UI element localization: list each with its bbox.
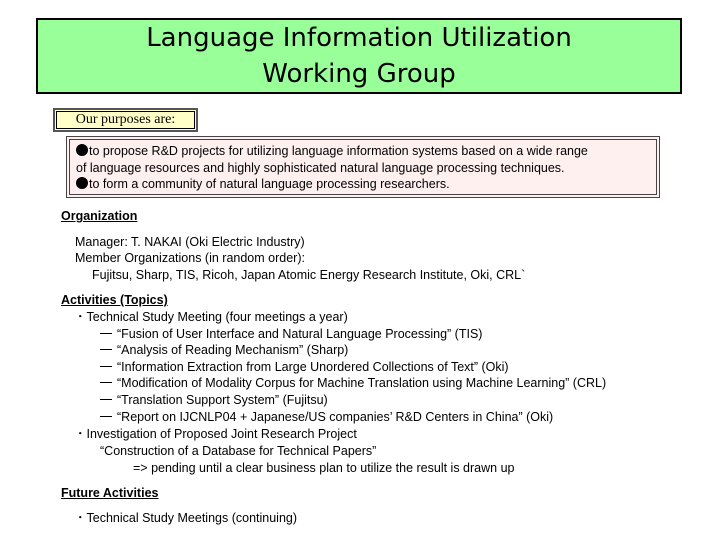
topic-text: “Fusion of User Interface and Natural Language Processing” (TIS)	[117, 327, 483, 341]
topic-item	[100, 392, 328, 408]
topic-item	[100, 409, 553, 425]
dash-icon	[100, 399, 112, 400]
page-title-line-2: Working Group	[262, 59, 456, 89]
purpose-item-1-cont: of language resources and highly sophisticated natural language processing techniques.	[76, 160, 565, 175]
page-title-line-1: Language Information Utilization	[146, 23, 572, 53]
title-box	[36, 18, 682, 94]
future-heading: Future Activities	[61, 486, 159, 500]
activities-heading: Activities (Topics)	[61, 293, 168, 307]
dash-icon	[100, 382, 112, 383]
pending-note: => pending until a clear business plan to utilize the result is drawn up	[133, 461, 515, 475]
meeting-item: ・Technical Study Meeting (four meetings a year)	[74, 310, 348, 324]
members-list: Fujitsu, Sharp, TIS, Ricoh, Japan Atomic Energy Research Institute, Oki, CRL`	[92, 268, 526, 282]
topic-item	[100, 326, 482, 342]
topic-text: “Analysis of Reading Mechanism” (Sharp)	[117, 343, 349, 357]
dash-icon	[100, 349, 112, 350]
future-item: ・Technical Study Meetings (continuing)	[74, 511, 298, 525]
manager-text: Manager: T. NAKAI (Oki Electric Industry)	[75, 235, 305, 249]
dash-icon	[100, 366, 112, 367]
dash-icon	[100, 333, 112, 334]
topic-text: “Report on IJCNLP04 + Japanese/US companies’ R&D Centers in China” (Oki)	[117, 410, 554, 424]
topic-item	[100, 375, 606, 391]
purposes-label: Our purposes are:	[53, 108, 198, 132]
topic-item	[100, 342, 348, 358]
purpose-text-2: to form a community of natural language processing researchers.	[89, 177, 450, 191]
bullet-dot-icon	[76, 177, 88, 189]
topic-item	[100, 359, 509, 375]
investigation-item: ・Investigation of Proposed Joint Research Project	[74, 427, 357, 441]
purpose-item-2	[76, 176, 659, 193]
project-title: “Construction of a Database for Technical Papers”	[100, 444, 377, 458]
topic-text: “Translation Support System” (Fujitsu)	[117, 393, 328, 407]
bullet-dot-icon	[76, 144, 88, 156]
topic-text: “Modification of Modality Corpus for Machine Translation using Machine Learning” (CRL)	[117, 376, 607, 390]
members-label: Member Organizations (in random order):	[75, 251, 305, 265]
topic-text: “Information Extraction from Large Unordered Collections of Text” (Oki)	[117, 360, 509, 374]
purposes-box	[66, 136, 660, 198]
dash-icon	[100, 416, 112, 417]
organization-heading: Organization	[61, 209, 138, 223]
purpose-item-1	[76, 143, 659, 160]
purpose-text-1: to propose R&D projects for utilizing language information systems based on a wide range	[89, 144, 588, 158]
